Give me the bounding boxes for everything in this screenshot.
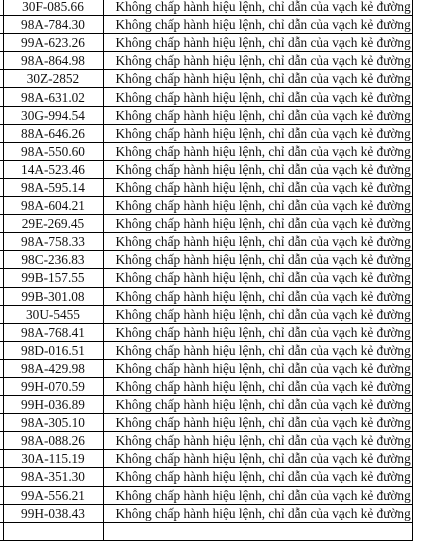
- violation-text: Không chấp hành hiệu lệnh, chỉ dẫn của vạch kẻ đường: [115, 216, 411, 232]
- violation-text: Không chấp hành hiệu lệnh, chỉ dẫn của vạch kẻ đường: [115, 35, 411, 51]
- violation-text: Không chấp hành hiệu lệnh, chỉ dẫn của vạch kẻ đường: [115, 451, 411, 467]
- table-row: [0, 486, 412, 504]
- plate-number-cell: [3, 16, 103, 34]
- violation-cell: [103, 142, 412, 160]
- plate-number: 98A-758.33: [21, 234, 85, 250]
- violation-text: Không chấp hành hiệu lệnh, chỉ dẫn của vạch kẻ đường: [115, 0, 411, 15]
- plate-number-cell: [3, 468, 103, 486]
- plate-number: 99B-157.55: [21, 270, 85, 286]
- violation-text: Không chấp hành hiệu lệnh, chỉ dẫn của vạch kẻ đường: [115, 487, 411, 503]
- plate-number-cell: [3, 359, 103, 377]
- table-row: [0, 359, 412, 377]
- plate-number: 98A-351.30: [21, 469, 85, 485]
- violation-cell: [103, 468, 412, 486]
- table-row: [0, 70, 412, 88]
- violation-cell: [103, 323, 412, 341]
- violation-cell: [103, 215, 412, 233]
- table-row: [0, 88, 412, 106]
- violation-text: Không chấp hành hiệu lệnh, chỉ dẫn của vạch kẻ đường: [115, 379, 411, 395]
- violation-cell: [103, 504, 412, 522]
- plate-number: 98A-631.02: [21, 89, 85, 105]
- violation-cell: [103, 377, 412, 395]
- table-row: [0, 160, 412, 178]
- table-row: [0, 142, 412, 160]
- plate-number-cell: [3, 142, 103, 160]
- plate-number-cell: [3, 88, 103, 106]
- violation-text: Không chấp hành hiệu lệnh, chỉ dẫn của vạch kẻ đường: [115, 288, 411, 304]
- plate-number: 98A-864.98: [21, 53, 85, 69]
- violation-text: Không chấp hành hiệu lệnh, chỉ dẫn của vạch kẻ đường: [115, 360, 411, 376]
- violation-text: Không chấp hành hiệu lệnh, chỉ dẫn của vạch kẻ đường: [115, 505, 411, 521]
- violation-cell: [103, 359, 412, 377]
- violation-text: Không chấp hành hiệu lệnh, chỉ dẫn của vạch kẻ đường: [115, 161, 411, 177]
- plate-number: 88A-646.26: [21, 125, 85, 141]
- plate-number-cell: [3, 522, 103, 540]
- plate-number: 30A-115.19: [21, 451, 85, 467]
- plate-number: 30G-994.54: [21, 107, 85, 123]
- violation-text: Không chấp hành hiệu lệnh, chỉ dẫn của vạch kẻ đường: [115, 324, 411, 340]
- plate-number: 99H-036.89: [21, 397, 85, 413]
- violation-cell: [103, 70, 412, 88]
- violation-cell: [103, 0, 412, 16]
- plate-number: 98A-429.98: [21, 360, 85, 376]
- plate-number: 30U-5455: [26, 306, 80, 322]
- plate-number-cell: [3, 251, 103, 269]
- table-row: [0, 396, 412, 414]
- violation-cell: [103, 251, 412, 269]
- table-row: [0, 341, 412, 359]
- table-row: [0, 468, 412, 486]
- table-row: [0, 522, 412, 540]
- violation-cell: [103, 233, 412, 251]
- violation-cell: [103, 16, 412, 34]
- violation-cell: [103, 450, 412, 468]
- plate-number-cell: [3, 414, 103, 432]
- violation-text: Không chấp hành hiệu lệnh, chỉ dẫn của vạch kẻ đường: [115, 433, 411, 449]
- violation-cell: [103, 486, 412, 504]
- violation-cell: [103, 269, 412, 287]
- violation-text: Không chấp hành hiệu lệnh, chỉ dẫn của vạch kẻ đường: [115, 71, 411, 87]
- plate-number-cell: [3, 486, 103, 504]
- table-row: [0, 0, 412, 16]
- plate-number-cell: [3, 0, 103, 16]
- plate-number: 98A-550.60: [21, 143, 85, 159]
- violation-text: Không chấp hành hiệu lệnh, chỉ dẫn của vạch kẻ đường: [115, 415, 411, 431]
- table-row: [0, 124, 412, 142]
- table-row: [0, 52, 412, 70]
- violation-text: Không chấp hành hiệu lệnh, chỉ dẫn của vạch kẻ đường: [115, 234, 411, 250]
- plate-number: 99A-556.21: [21, 487, 85, 503]
- table-row: [0, 287, 412, 305]
- table-row: [0, 305, 412, 323]
- violation-cell: [103, 88, 412, 106]
- table-row: [0, 377, 412, 395]
- plate-number-cell: [3, 432, 103, 450]
- table-row: [0, 215, 412, 233]
- plate-number-cell: [3, 178, 103, 196]
- plate-number-cell: [3, 396, 103, 414]
- violation-cell: [103, 396, 412, 414]
- plate-number: 98D-016.51: [21, 342, 85, 358]
- plate-number-cell: [3, 197, 103, 215]
- plate-number-cell: [3, 341, 103, 359]
- table-row: [0, 504, 412, 522]
- violation-cell: [103, 197, 412, 215]
- table-row: [0, 178, 412, 196]
- table-row: [0, 269, 412, 287]
- violation-text: Không chấp hành hiệu lệnh, chỉ dẫn của vạch kẻ đường: [115, 342, 411, 358]
- plate-number-cell: [3, 70, 103, 88]
- violation-text: Không chấp hành hiệu lệnh, chỉ dẫn của vạch kẻ đường: [115, 89, 411, 105]
- plate-number-cell: [3, 124, 103, 142]
- violation-text: Không chấp hành hiệu lệnh, chỉ dẫn của vạch kẻ đường: [115, 17, 411, 33]
- table-row: [0, 233, 412, 251]
- plate-number: 98A-305.10: [21, 415, 85, 431]
- violation-cell: [103, 124, 412, 142]
- violation-cell: [103, 414, 412, 432]
- plate-number: 98A-768.41: [21, 324, 85, 340]
- plate-number: 99B-301.08: [21, 288, 85, 304]
- plate-number: 99H-070.59: [21, 379, 85, 395]
- plate-number-cell: [3, 233, 103, 251]
- violation-cell: [103, 34, 412, 52]
- violation-cell: [103, 52, 412, 70]
- violation-text: Không chấp hành hiệu lệnh, chỉ dẫn của vạch kẻ đường: [115, 306, 411, 322]
- plate-number-cell: [3, 106, 103, 124]
- table-row: [0, 16, 412, 34]
- violation-cell: [103, 432, 412, 450]
- plate-number-cell: [3, 305, 103, 323]
- table-row: [0, 450, 412, 468]
- plate-number-cell: [3, 215, 103, 233]
- plate-number: 98A-784.30: [21, 17, 85, 33]
- plate-number-cell: [3, 377, 103, 395]
- violation-text: Không chấp hành hiệu lệnh, chỉ dẫn của vạch kẻ đường: [115, 252, 411, 268]
- plate-number-cell: [3, 323, 103, 341]
- plate-number: 30F-085.66: [22, 0, 84, 15]
- plate-number: 99A-623.26: [21, 35, 85, 51]
- plate-number: 98A-604.21: [21, 198, 85, 214]
- violation-cell: [103, 522, 412, 540]
- violation-cell: [103, 305, 412, 323]
- table-row: [0, 414, 412, 432]
- table-row: [0, 197, 412, 215]
- violation-cell: [103, 341, 412, 359]
- plate-number: 98A-595.14: [21, 179, 85, 195]
- plate-number-cell: [3, 450, 103, 468]
- violation-text: Không chấp hành hiệu lệnh, chỉ dẫn của vạch kẻ đường: [115, 270, 411, 286]
- plate-number-cell: [3, 269, 103, 287]
- plate-number: 29E-269.45: [21, 216, 85, 232]
- violation-cell: [103, 106, 412, 124]
- table-row: [0, 251, 412, 269]
- table-row: [0, 323, 412, 341]
- violation-cell: [103, 160, 412, 178]
- violation-text: Không chấp hành hiệu lệnh, chỉ dẫn của vạch kẻ đường: [115, 179, 411, 195]
- violation-text: Không chấp hành hiệu lệnh, chỉ dẫn của vạch kẻ đường: [115, 198, 411, 214]
- plate-number-cell: [3, 287, 103, 305]
- plate-number-cell: [3, 160, 103, 178]
- violation-text: Không chấp hành hiệu lệnh, chỉ dẫn của vạch kẻ đường: [115, 469, 411, 485]
- plate-number-cell: [3, 504, 103, 522]
- table-row: [0, 432, 412, 450]
- violation-cell: [103, 178, 412, 196]
- plate-number: 98A-088.26: [21, 433, 85, 449]
- plate-number: 30Z-2852: [26, 71, 80, 87]
- violation-text: Không chấp hành hiệu lệnh, chỉ dẫn của vạch kẻ đường: [115, 107, 411, 123]
- plate-number-cell: [3, 34, 103, 52]
- plate-number: 98C-236.83: [21, 252, 85, 268]
- violation-text: Không chấp hành hiệu lệnh, chỉ dẫn của vạch kẻ đường: [115, 53, 411, 69]
- plate-number: 14A-523.46: [21, 161, 85, 177]
- violation-cell: [103, 287, 412, 305]
- table-row: [0, 106, 412, 124]
- plate-number: 99H-038.43: [21, 505, 85, 521]
- violation-text: Không chấp hành hiệu lệnh, chỉ dẫn của vạch kẻ đường: [115, 397, 411, 413]
- plate-number-cell: [3, 52, 103, 70]
- violation-text: Không chấp hành hiệu lệnh, chỉ dẫn của vạch kẻ đường: [115, 143, 411, 159]
- table-row: [0, 34, 412, 52]
- violation-text: Không chấp hành hiệu lệnh, chỉ dẫn của vạch kẻ đường: [115, 125, 411, 141]
